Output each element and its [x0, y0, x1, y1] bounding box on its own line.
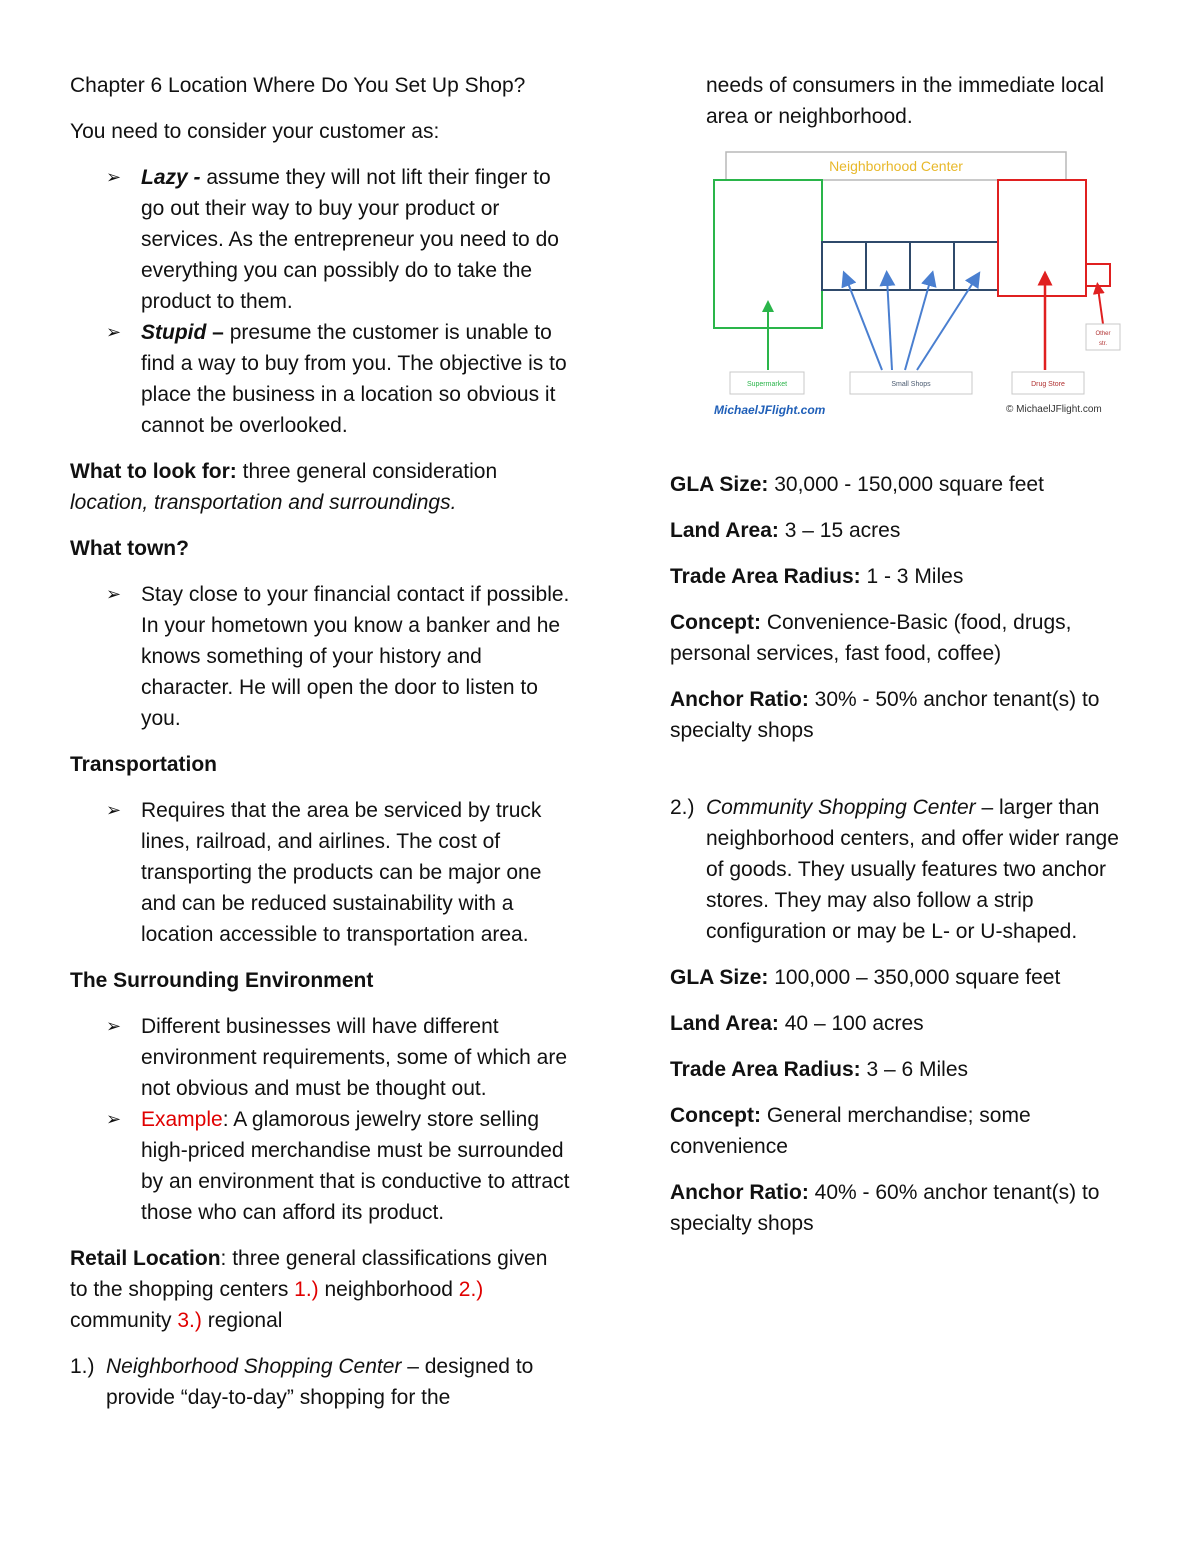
small-shops-label: Small Shops: [891, 381, 931, 388]
numbered-item-neighborhood: 1.) Neighborhood Shopping Center – designed to provide “day-to-day” shopping for the: [70, 1355, 534, 1409]
brand-text: MichaelJFlight.com: [714, 403, 826, 417]
intro-text: You need to consider your customer as:: [70, 120, 440, 143]
other-store-block: [1086, 264, 1110, 286]
list-item: ➢ Requires that the area be serviced by truck lines, railroad, and airlines. The cost of transporting the products can be major one and can be reduced sustainability with a location accessible to transportation area.: [70, 795, 570, 950]
surrounding-list: [70, 1011, 570, 1228]
stat-row: Trade Area Radius: 1 - 3 Miles: [670, 565, 964, 588]
left-column: [70, 70, 570, 1428]
small-shop-arrow: [905, 278, 931, 370]
stat-row: GLA Size: 30,000 - 150,000 square feet: [670, 473, 1044, 496]
list-item: ➢ Stupid – presume the customer is unable to find a way to buy from you. The objective is to place the business in a location so obvious it cannot be overlooked.: [70, 317, 570, 441]
list-item: ➢ Different businesses will have different environment requirements, some of which are not obvious and must be thought out.: [70, 1011, 570, 1104]
stat-row: Trade Area Radius: 3 – 6 Miles: [670, 1058, 969, 1081]
copyright-text: © MichaelJFlight.com: [1006, 404, 1102, 415]
continuation-text: needs of consumers in the immediate local area or neighborhood.: [706, 74, 1105, 128]
other-store-arrow: [1098, 288, 1103, 324]
list-item: ➢ Stay close to your financial contact if possible. In your hometown you know a banker and he knows something of your history and character. He will open the door to listen to you.: [70, 579, 570, 734]
stat-row: Anchor Ratio: 40% - 60% anchor tenant(s) to specialty shops: [670, 1181, 1100, 1235]
spacer: [670, 761, 1130, 792]
stat-row: GLA Size: 100,000 – 350,000 square feet: [670, 966, 1061, 989]
retail-location-paragraph: Retail Location: three general classifications given to the shopping centers 1.) neighborhood 2.) community 3.) regional: [70, 1247, 548, 1332]
other-store-label: Other: [1095, 331, 1111, 337]
small-shop-arrow: [887, 278, 892, 370]
chapter-title: Chapter 6 Location Where Do You Set Up Shop?: [70, 74, 526, 97]
arrow-bullet-icon: ➢: [106, 167, 122, 187]
small-shop-block: [954, 242, 998, 290]
arrow-bullet-icon: ➢: [106, 1016, 122, 1036]
small-shop-arrow: [846, 278, 882, 370]
other-store-label: str.: [1098, 341, 1108, 347]
list-item: ➢ Example: A glamorous jewelry store selling high-priced merchandise must be surrounded by an environment that is conductive to attract those who can afford its product.: [70, 1104, 570, 1228]
arrow-bullet-icon: ➢: [106, 584, 122, 604]
diagram-title: Neighborhood Center: [829, 158, 963, 174]
section-heading: Transportation: [70, 753, 218, 776]
stat-row: Anchor Ratio: 30% - 50% anchor tenant(s) to specialty shops: [670, 688, 1100, 742]
what-town-list: [70, 579, 570, 734]
stat-row: Concept: General merchandise; some convenience: [670, 1104, 1031, 1158]
arrow-bullet-icon: ➢: [106, 1109, 122, 1129]
drug-store-label: Drug Store: [1031, 381, 1065, 388]
neighborhood-center-diagram: [700, 148, 1130, 428]
numbered-item-community: 2.) Community Shopping Center – larger than neighborhood centers, and offer wider range of goods. They usually features two anchor stores. They may also follow a strip configuration or may be L- or U-shaped.: [670, 796, 1119, 943]
small-shop-arrow: [917, 278, 976, 370]
customer-types-list: [70, 162, 570, 441]
section-heading: The Surrounding Environment: [70, 969, 374, 992]
list-item: ➢ Lazy - assume they will not lift their finger to go out their way to buy your product or services. As the entrepreneur you need to do everything you can possibly do to take the product to them.: [70, 162, 570, 317]
drug-store-block: [998, 180, 1086, 296]
transportation-list: [70, 795, 570, 950]
small-shop-block: [822, 242, 866, 290]
supermarket-label: Supermarket: [746, 381, 788, 388]
arrow-bullet-icon: ➢: [106, 322, 122, 342]
section-heading: What town?: [70, 537, 189, 560]
arrow-bullet-icon: ➢: [106, 800, 122, 820]
neighborhood-stats: [670, 469, 1130, 746]
small-shop-block: [910, 242, 954, 290]
supermarket-block: [714, 180, 822, 328]
look-for-paragraph: What to look for: three general consideration location, transportation and surroundings.: [70, 460, 498, 514]
community-stats: [670, 962, 1130, 1239]
stat-row: Land Area: 3 – 15 acres: [670, 519, 901, 542]
stat-row: Land Area: 40 – 100 acres: [670, 1012, 924, 1035]
stat-row: Concept: Convenience-Basic (food, drugs, personal services, fast food, coffee): [670, 611, 1072, 665]
